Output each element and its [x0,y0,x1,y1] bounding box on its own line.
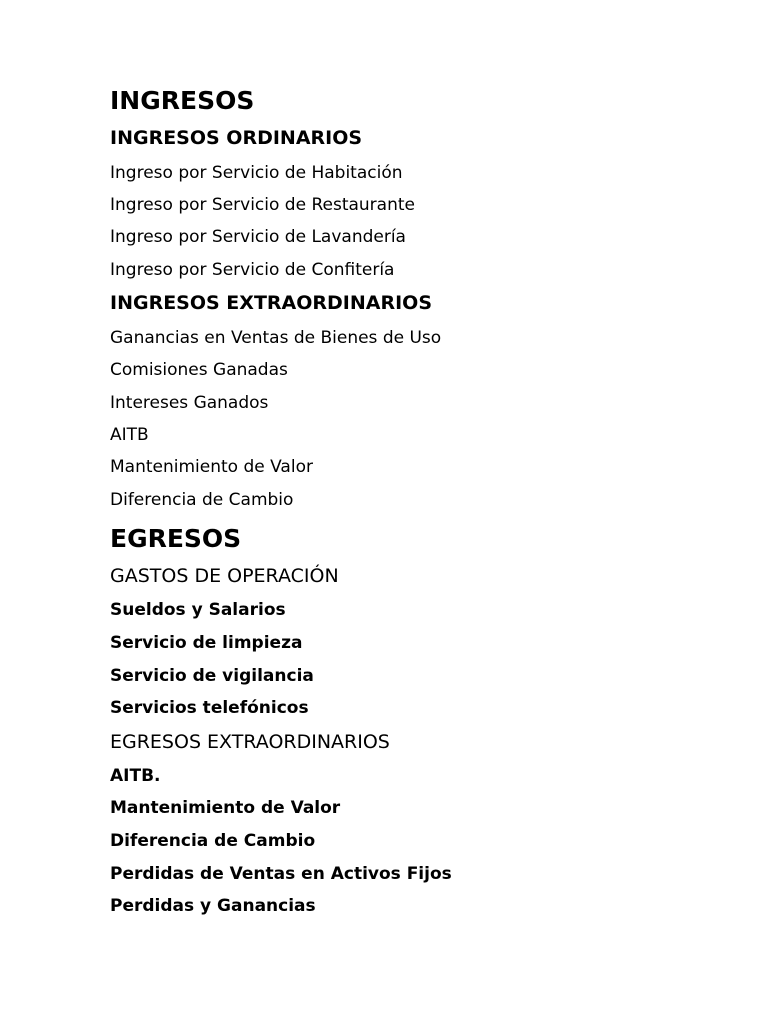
egresos-extraordinarios-item: Diferencia de Cambio [110,831,316,851]
ingresos-extraordinarios-item: Diferencia de Cambio [110,490,294,510]
ingresos-extraordinarios-item: AITB [110,425,149,445]
egresos-extraordinarios-heading: EGRESOS EXTRAORDINARIOS [110,731,390,753]
ingresos-extraordinarios-item: Mantenimiento de Valor [110,457,313,477]
ingresos-extraordinarios-item: Intereses Ganados [110,393,269,413]
ingresos-ordinarios-item: Ingreso por Servicio de Confitería [110,260,395,280]
egresos-extraordinarios-item: Perdidas de Ventas en Activos Fijos [110,864,452,884]
egresos-extraordinarios-item: Perdidas y Ganancias [110,896,316,916]
ingresos-extraordinarios-item: Comisiones Ganadas [110,360,288,380]
ingresos-ordinarios-item: Ingreso por Servicio de Habitación [110,163,403,183]
egresos-extraordinarios-item: AITB. [110,766,161,786]
egresos-title: EGRESOS [110,524,242,553]
ingresos-extraordinarios-heading: INGRESOS EXTRAORDINARIOS [110,292,432,314]
gastos-operacion-heading: GASTOS DE OPERACIÓN [110,565,339,587]
gastos-operacion-item: Servicios telefónicos [110,698,309,718]
ingresos-extraordinarios-item: Ganancias en Ventas de Bienes de Uso [110,328,442,348]
gastos-operacion-item: Servicio de vigilancia [110,666,314,686]
ingresos-ordinarios-item: Ingreso por Servicio de Lavandería [110,227,406,247]
gastos-operacion-item: Servicio de limpieza [110,633,303,653]
ingresos-ordinarios-heading: INGRESOS ORDINARIOS [110,127,363,149]
egresos-extraordinarios-item: Mantenimiento de Valor [110,798,341,818]
gastos-operacion-item: Sueldos y Salarios [110,600,286,620]
ingresos-ordinarios-item: Ingreso por Servicio de Restaurante [110,195,415,215]
ingresos-title: INGRESOS [110,86,255,115]
